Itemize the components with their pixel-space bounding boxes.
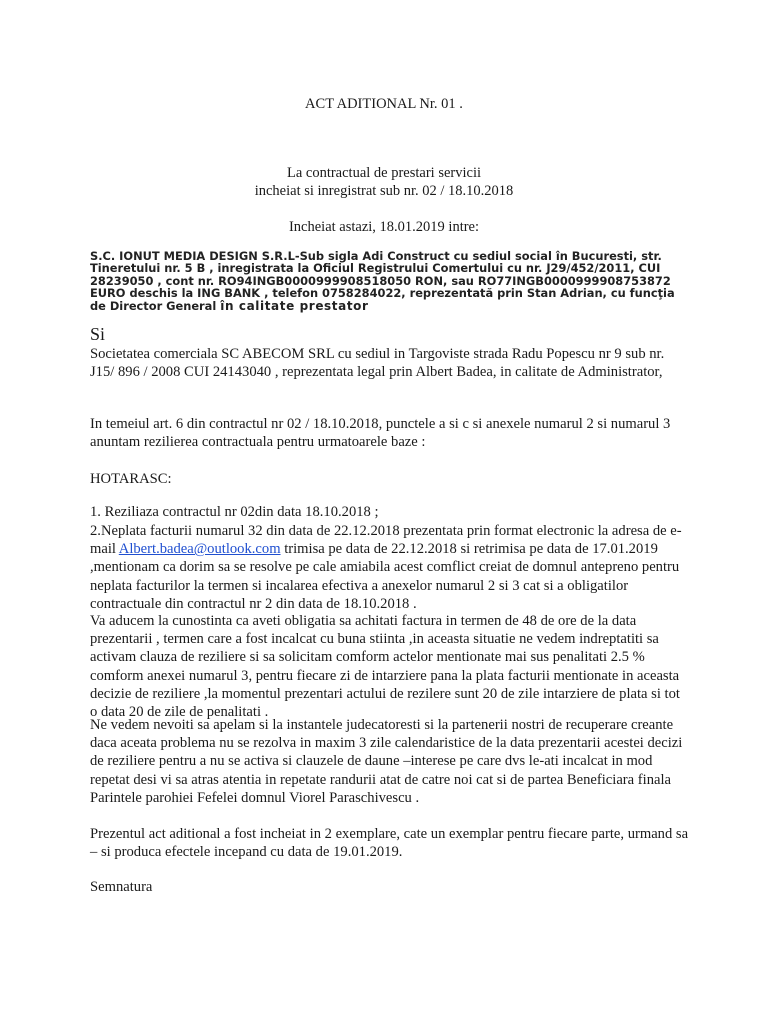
- point-2: [90, 522, 690, 613]
- subtitle-line-2: incheiat si inregistrat sub nr. 02 / 18.10.2018: [254, 183, 514, 199]
- point-2-text-start: 2.Neplata facturii numarul 32 din data de 22.12.2018 prezentata prin format electronic la adresa de e-mail: [90, 523, 682, 558]
- party1-role: în calitate prestator: [220, 298, 369, 313]
- basis-paragraph: In temeiul art. 6 din contractul nr 02 / 18.10.2018, punctele a si c si anexele numarul 2 si numarul 3 anuntam rezilierea contractuala pentru urmatoarele baze :: [90, 416, 671, 451]
- legal-paragraph: Ne vedem nevoiti sa apelam si la instantele judecatoresti si la partenerii nostri de recuperare creante daca aceata problema nu se rezolva in maxim 3 zile calendaristice de la data prezentarii acestei decizi de reziliere pentru a nu se activa si clauzele de daune –interese pe care dvs le-ati incalcat in mod repetat desi vi sa atras atentia in repetate randurii atat de catre noi cat si de partea Beneficiara finala Parintele parohiei Fefelei domnul Viorel Paraschivescu .: [90, 717, 683, 806]
- party2-paragraph: Societatea comerciala SC ABECOM SRL cu sediul in Targoviste strada Radu Popescu nr 9 sub nr. J15/ 896 / 2008 CUI 24143040 , reprezentata legal prin Albert Badea, in calitate de Administrator,: [90, 346, 665, 381]
- point-1: 1. Reziliaza contractul nr 02din data 18.10.2018 ;: [90, 504, 379, 520]
- email-link[interactable]: Albert.badea@outlook.com: [118, 541, 281, 558]
- party1-paragraph: [90, 250, 680, 312]
- subtitle-line-1: La contractual de prestari servicii: [286, 165, 482, 181]
- closing-paragraph: Prezentul act aditional a fost incheiat in 2 exemplare, cate un exemplar pentru fiecare parte, urmand sa – si produca efectele incepand cu data de 19.01.2019.: [90, 826, 689, 861]
- hotarasc-heading: HOTARASC:: [90, 471, 172, 487]
- signature-label: Semnatura: [90, 879, 153, 895]
- date-line: Incheiat astazi, 18.01.2019 intre:: [288, 219, 480, 235]
- document-title: ACT ADITIONAL Nr. 01 .: [305, 96, 463, 112]
- point-2-text-end: trimisa pe data de 22.12.2018 si retrimisa pe data de 17.01.2019 ,mentionam ca dorim sa se resolve pe cale amiabila acest comflict creiat de domnul antepreno pentru neplata facturilor la termen si incalarea efectiva a anexelor numarul 2 si 3 cat si a obligatilor contractuale din contractul nr 2 din data de 18.10.2018 .: [90, 541, 680, 612]
- si-heading: Si: [90, 324, 106, 344]
- party1-text: S.C. IONUT MEDIA DESIGN S.R.L-Sub sigla Adi Construct cu sediul social în Bucuresti, str. Tineretului nr. 5 B , inregistrata la Oficiul Registrului Comertului cu nr. J29/452/2011, CUI 28239050 , cont nr. RO94INGB0000999908518050 RON, sau RO77INGB0000999908753872 EURO deschis la ING BANK , telefon 0758284022, reprezentată prin Stan Adrian, cu funcţia de Director General: [90, 249, 675, 313]
- obligation-paragraph: Va aducem la cunostinta ca aveti obligatia sa achitati factura in termen de 48 de ore de la data prezentarii , termen care a fost incalcat cu buna stiinta ,in aceasta situatie ne vedem indreptatiti sa activam clauza de reziliere si sa solicitam comform actelor mentionate mai sus penalitati 2.5 % comform anexei numarul 3, pentru fiecare zi de intarziere pana la plata facturii mentionate in aceasta decizie de reziliere ,la momentul prezentari actului de rezilere sunt 20 de zile intarziere de plata si tot o data 20 de zile de penalitati .: [90, 613, 680, 721]
